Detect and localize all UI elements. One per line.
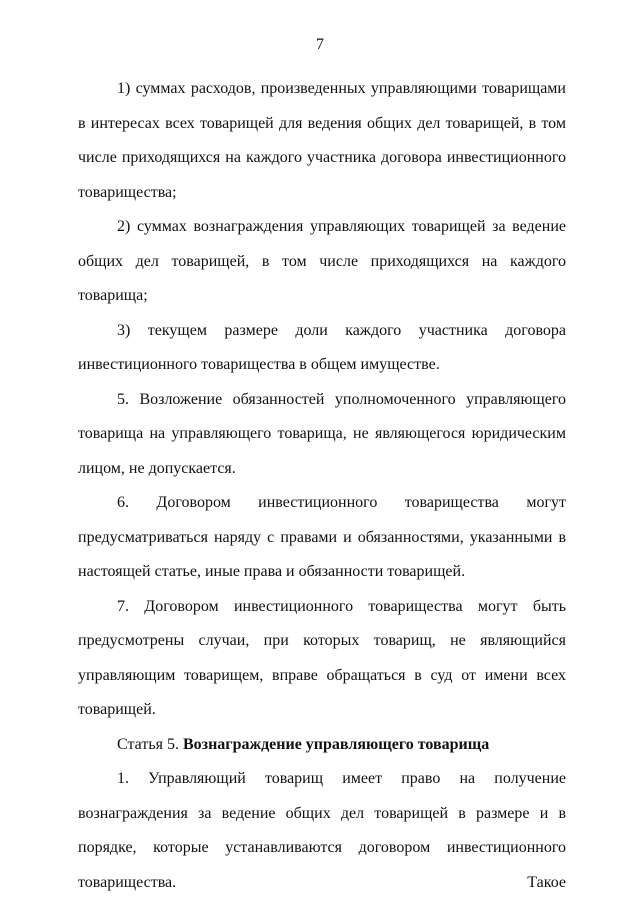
page-number: 7 [316, 36, 324, 53]
paragraph-1: 1) суммах расходов, произведенных управляющими товарищами в интересах всех товарищей для ведения общих дел товарищей, в том числе приходящихся на каждого участника договора инвестиционного товарищества; [78, 80, 566, 201]
article-paragraph-1: 1. Управляющий товарищ имеет право на получение вознаграждения за ведение общих дел товарищей в размере и в порядке, которые устанавливаются договором инвестиционного товарищества. Такое [78, 770, 566, 891]
paragraph-5: 5. Возложение обязанностей уполномоченного управляющего товарища на управляющего товарища, не являющегося юридическим лицом, не допускается. [78, 390, 566, 477]
article-title: Вознаграждение управляющего товарища [182, 735, 490, 753]
paragraph-6: 6. Договором инвестиционного товарищества могут предусматриваться наряду с правами и обязанностями, указанными в настоящей статье, иные права и обязанности товарищей. [78, 494, 566, 580]
paragraph-2: 2) суммах вознаграждения управляющих товарищей за ведение общих дел товарищей, в том числе приходящихся на каждого товарища; [78, 218, 566, 304]
paragraph-3: 3) текущем размере доли каждого участника договора инвестиционного товарищества в общем имуществе. [78, 321, 566, 373]
paragraph-7: 7. Договором инвестиционного товарищества могут быть предусмотрены случаи, при которых товарищ, не являющийся управляющим товарищем, вправе обращаться в суд от имени всех товарищей. [78, 597, 566, 718]
document-body [78, 72, 566, 900]
article-heading [78, 728, 566, 763]
article-prefix: Статья 5. [117, 735, 179, 753]
